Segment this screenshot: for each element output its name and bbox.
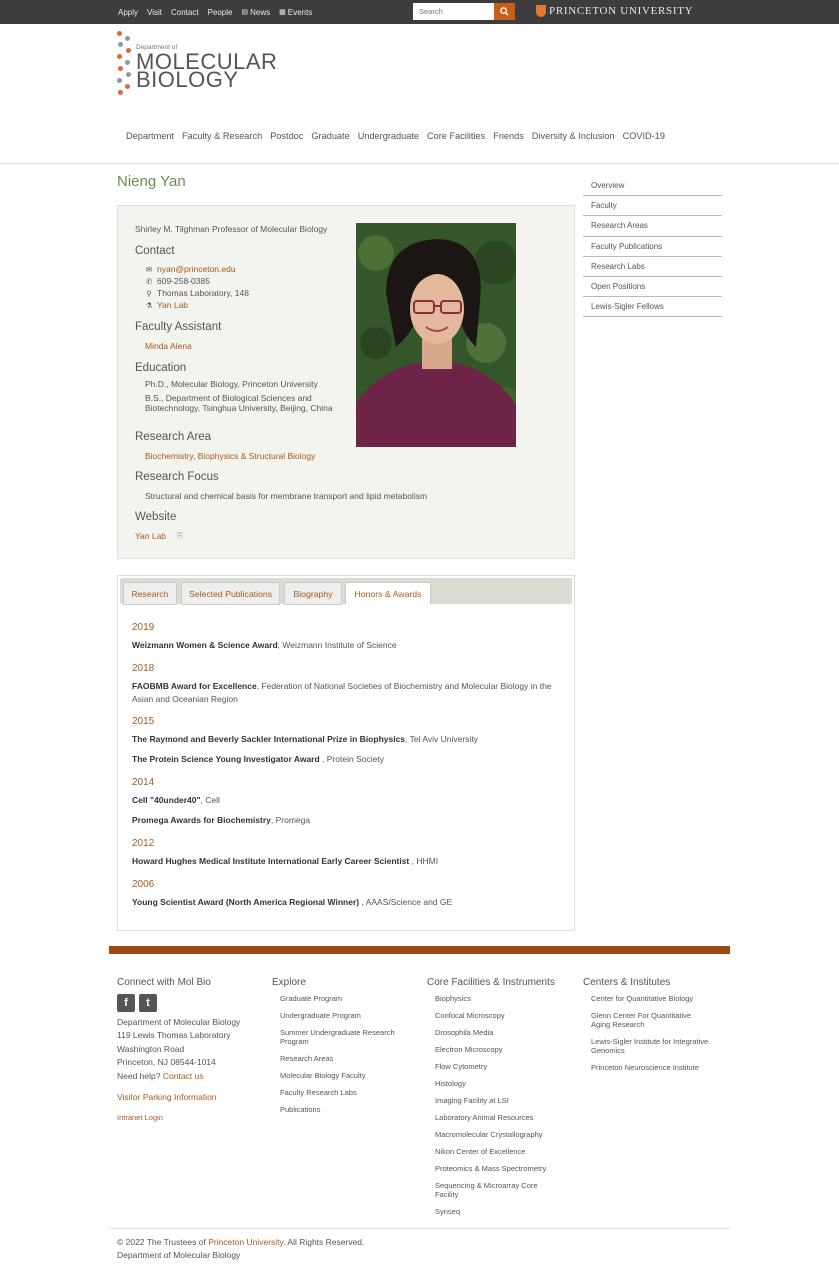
award-year: 2006	[132, 879, 155, 890]
award-org: , Federation of National Societies of Biochemistry and Molecular Biology in the Asian and Oceanian Region	[132, 681, 552, 704]
footer-link[interactable]: Imaging Facility at LSI	[435, 1096, 509, 1105]
contact-us-link[interactable]: Contact us	[162, 1070, 204, 1081]
princeton-link[interactable]: Princeton University	[208, 1237, 284, 1247]
footer-link[interactable]: Nikon Center of Excellence	[435, 1147, 526, 1156]
search-box	[413, 3, 515, 20]
tab-research[interactable]: Research	[123, 582, 177, 605]
utility-nav	[118, 0, 312, 24]
footer-link[interactable]: Electron Microscopy	[435, 1045, 503, 1054]
help-prefix: Need help?	[117, 1070, 161, 1081]
copyright-suffix: . All Rights Reserved.	[283, 1237, 365, 1247]
tab-selected-publications[interactable]: Selected Publications	[181, 582, 280, 605]
award-item	[132, 680, 564, 705]
logo-dot	[117, 31, 122, 36]
award-org: , Tel Aviv University	[405, 734, 478, 744]
main-nav-diversity[interactable]: Diversity & Inclusion	[531, 131, 615, 141]
award-item	[132, 794, 564, 807]
twitter-icon[interactable]: t	[139, 994, 157, 1012]
tab-biography[interactable]: Biography	[284, 582, 342, 605]
footer-link[interactable]: Princeton Neuroscience Institute	[591, 1063, 699, 1072]
education-heading: Education	[135, 362, 187, 374]
copyright-prefix: © 2022 The Trustees of	[117, 1237, 206, 1247]
logo-dot	[118, 90, 123, 95]
logo-dot	[118, 42, 123, 47]
award-year: 2019	[132, 622, 155, 633]
address-line: Washington Road	[117, 1043, 185, 1054]
award-item	[132, 814, 564, 827]
nav-news-label: News	[250, 7, 271, 17]
calendar-icon: ▦	[279, 9, 286, 16]
logo-dot	[117, 54, 122, 59]
footer-link[interactable]: Histology	[435, 1079, 466, 1088]
footer-centers-heading: Centers & Institutes	[583, 977, 671, 988]
footer-connect	[117, 977, 267, 1122]
intranet-login-link[interactable]: Intranet Login	[117, 1113, 163, 1123]
award-year: 2012	[132, 838, 155, 849]
contact-heading: Contact	[135, 245, 175, 257]
external-link-icon: ⎘	[177, 531, 184, 540]
main-nav-faculty-research[interactable]: Faculty & Research	[182, 131, 263, 141]
sidebar-item-research-labs[interactable]: Research Labs	[583, 257, 722, 277]
award-item	[132, 896, 564, 909]
award-item	[132, 753, 564, 766]
nav-visit[interactable]: Visit	[147, 7, 162, 17]
dept-logo[interactable]	[116, 31, 278, 97]
footer-link[interactable]: Laboratory Animal Resources	[435, 1113, 534, 1122]
award-title: Cell "40under40"	[132, 795, 201, 805]
website-heading: Website	[135, 511, 177, 523]
lab-link[interactable]: Yan Lab	[157, 300, 189, 310]
tab-honors-awards[interactable]: Honors & Awards	[345, 582, 431, 605]
award-title: Young Scientist Award (North America Regional Winner)	[132, 897, 360, 907]
nav-events-label: Events	[287, 7, 313, 17]
research-area-row	[145, 451, 315, 461]
footer-explore	[272, 977, 412, 1122]
award-title: Weizmann Women & Science Award	[132, 640, 278, 650]
assistant-row	[145, 341, 192, 351]
main-nav-covid[interactable]: COVID-19	[622, 131, 665, 141]
footer-link[interactable]: Center for Quantitative Biology	[591, 994, 694, 1003]
footer-link[interactable]: Macromolecular Crystallography	[435, 1130, 543, 1139]
award-item	[132, 733, 564, 746]
address-line: Department of Molecular Biology	[117, 1017, 241, 1027]
main-nav	[126, 131, 665, 141]
sidebar-item-faculty[interactable]: Faculty	[583, 196, 722, 216]
main-nav-department[interactable]: Department	[126, 131, 175, 141]
footer-connect-heading: Connect with Mol Bio	[117, 977, 211, 988]
main-nav-postdoc[interactable]: Postdoc	[270, 131, 304, 141]
nav-contact[interactable]: Contact	[170, 7, 199, 17]
social-links	[117, 994, 267, 1012]
footer-link[interactable]: Undergraduate Program	[280, 1011, 361, 1020]
facebook-icon[interactable]: f	[117, 994, 135, 1012]
footer-centers	[583, 977, 723, 1080]
education-item	[145, 379, 318, 389]
research-focus-text: Structural and chemical basis for membrane transport and lipid metabolism	[145, 491, 428, 501]
nav-news[interactable]	[241, 8, 270, 17]
logo-line1: MOLECULAR	[136, 49, 278, 74]
website-row	[135, 531, 184, 541]
footer-link[interactable]: Confocal Microscopy	[435, 1011, 505, 1020]
footer-link[interactable]: Sequencing & Microarray Core Facility	[435, 1181, 538, 1199]
sidebar-item-lewis-sigler-fellows[interactable]: Lewis-Sigler Fellows	[583, 297, 722, 317]
award-title: The Protein Science Young Investigator Award	[132, 754, 320, 764]
address-line: 119 Lewis Thomas Laboratory	[117, 1030, 231, 1041]
sidebar-nav	[583, 176, 722, 317]
address-line: Princeton, NJ 08544-1014	[117, 1057, 216, 1068]
footer-divider	[109, 1228, 730, 1229]
footer-link[interactable]: Graduate Program	[280, 994, 343, 1003]
research-focus-heading: Research Focus	[135, 471, 219, 483]
award-org: , Cell	[200, 795, 220, 805]
envelope-icon: ✉	[145, 264, 153, 274]
logo-dot	[126, 72, 131, 77]
office-location: Thomas Laboratory, 148	[157, 288, 249, 298]
award-item	[132, 855, 564, 868]
copyright	[117, 1236, 364, 1262]
footer-link[interactable]: Glenn Center For Quantitative Aging Research	[591, 1011, 692, 1029]
award-year: 2014	[132, 777, 155, 788]
education-item	[145, 394, 335, 413]
logo-dept-label: Department of	[136, 44, 178, 51]
nav-divider	[0, 163, 839, 164]
footer-cores-heading: Core Facilities & Instruments	[427, 977, 555, 988]
main-nav-friends[interactable]: Friends	[493, 131, 524, 141]
search-button[interactable]	[494, 3, 515, 20]
logo-dot	[117, 78, 122, 83]
assistant-link[interactable]: Minda Alena	[145, 341, 192, 351]
phone-icon: ✆	[145, 276, 153, 286]
award-org: , Weizmann Institute of Science	[277, 640, 397, 650]
award-title: FAOBMB Award for Excellence	[132, 681, 257, 691]
lab-row	[145, 300, 188, 310]
location-row	[145, 288, 249, 298]
main-nav-undergraduate[interactable]: Undergraduate	[357, 131, 419, 141]
footer-link[interactable]: Proteomics & Mass Spectrometry	[435, 1164, 547, 1173]
footer-cores	[427, 977, 577, 1224]
profile-photo	[356, 223, 516, 447]
website-link[interactable]: Yan Lab	[135, 531, 167, 541]
footer-address	[117, 1016, 267, 1083]
award-org: , AAAS/Science and GE	[359, 897, 453, 907]
award-org: , Promega	[270, 815, 311, 825]
page-title: Nieng Yan	[117, 173, 186, 190]
princeton-university-label: PRINCETON UNIVERSITY	[549, 5, 694, 17]
profile-tabs	[117, 575, 575, 931]
copyright-dept: Department of Molecular Biology	[117, 1250, 241, 1260]
sidebar-item-overview[interactable]: Overview	[583, 176, 722, 196]
logo-dot	[126, 48, 131, 53]
assistant-heading: Faculty Assistant	[135, 321, 222, 333]
footer-link[interactable]: Lewis-Sigler Institute for Integrative Genomics	[591, 1037, 709, 1055]
top-bar	[0, 0, 839, 24]
flask-icon: ⚗	[145, 300, 153, 310]
footer-link[interactable]: Drosophila Media	[435, 1028, 494, 1037]
search-input[interactable]	[413, 3, 494, 20]
footer-link[interactable]: Flow Cytometry	[435, 1062, 488, 1071]
footer-link[interactable]: Summer Undergraduate Research Program	[280, 1028, 395, 1046]
logo-dot	[125, 36, 130, 41]
research-focus-row	[145, 491, 427, 501]
search-icon	[500, 7, 509, 16]
phone-row	[145, 276, 210, 286]
award-title: Promega Awards for Biochemistry	[132, 815, 271, 825]
award-org: , HHMI	[409, 856, 439, 866]
princeton-shield-icon	[536, 5, 546, 17]
nav-people[interactable]: People	[207, 7, 233, 17]
sidebar-item-research-areas[interactable]: Research Areas	[583, 216, 722, 236]
award-title: Howard Hughes Medical Institute International Early Career Scientist	[132, 856, 410, 866]
copyright-line	[117, 1236, 364, 1249]
email-link[interactable]: nyan@princeton.edu	[157, 264, 236, 274]
award-year: 2015	[132, 716, 155, 727]
research-area-heading: Research Area	[135, 431, 212, 443]
tab-bar	[120, 578, 572, 604]
footer-link[interactable]: Research Areas	[280, 1054, 334, 1063]
logo-dot	[118, 66, 123, 71]
sidebar-item-faculty-publications[interactable]: Faculty Publications	[583, 237, 722, 257]
phone-number: 609-258-0385	[157, 276, 210, 286]
award-title: The Raymond and Beverly Sackler International Prize in Biophysics	[132, 734, 406, 744]
footer-bar	[109, 946, 730, 954]
logo-dot	[125, 60, 130, 65]
newspaper-icon: ▤	[241, 9, 249, 16]
princeton-university-logo[interactable]	[536, 5, 693, 17]
help-line	[117, 1070, 267, 1083]
research-area-link[interactable]: Biochemistry, Biophysics & Structural Biology	[145, 451, 316, 461]
award-item	[132, 639, 564, 652]
nav-events[interactable]	[279, 8, 312, 17]
map-marker-icon: ⚲	[146, 288, 152, 298]
footer-link[interactable]: Molecular Biology Faculty	[280, 1071, 366, 1080]
visitor-parking-link[interactable]: Visitor Parking Information	[117, 1092, 217, 1103]
logo-dot	[125, 84, 130, 89]
footer-explore-heading: Explore	[272, 977, 306, 988]
main-nav-core-facilities[interactable]: Core Facilities	[427, 131, 486, 141]
education-degree: B.S., Department of Biological Sciences and Biotechnology, Tsinghua University, Beijing, China	[145, 393, 333, 413]
award-org: , Protein Society	[319, 754, 384, 764]
footer-link[interactable]: Biophysics	[435, 994, 471, 1003]
logo-line2: BIOLOGY	[136, 67, 239, 92]
footer-link[interactable]: Synseq	[435, 1207, 461, 1216]
education-degree: Ph.D., Molecular Biology, Princeton University	[145, 379, 318, 389]
job-title: Shirley M. Tilghman Professor of Molecular Biology	[135, 224, 328, 234]
nav-apply[interactable]: Apply	[118, 7, 139, 17]
email-row	[145, 264, 236, 274]
footer-link[interactable]: Faculty Research Labs	[280, 1088, 357, 1097]
portrait-image	[356, 223, 516, 447]
profile-card	[117, 205, 575, 559]
main-nav-graduate[interactable]: Graduate	[311, 131, 350, 141]
award-year: 2018	[132, 663, 155, 674]
sidebar-item-open-positions[interactable]: Open Positions	[583, 277, 722, 297]
footer-link[interactable]: Publications	[280, 1105, 321, 1114]
